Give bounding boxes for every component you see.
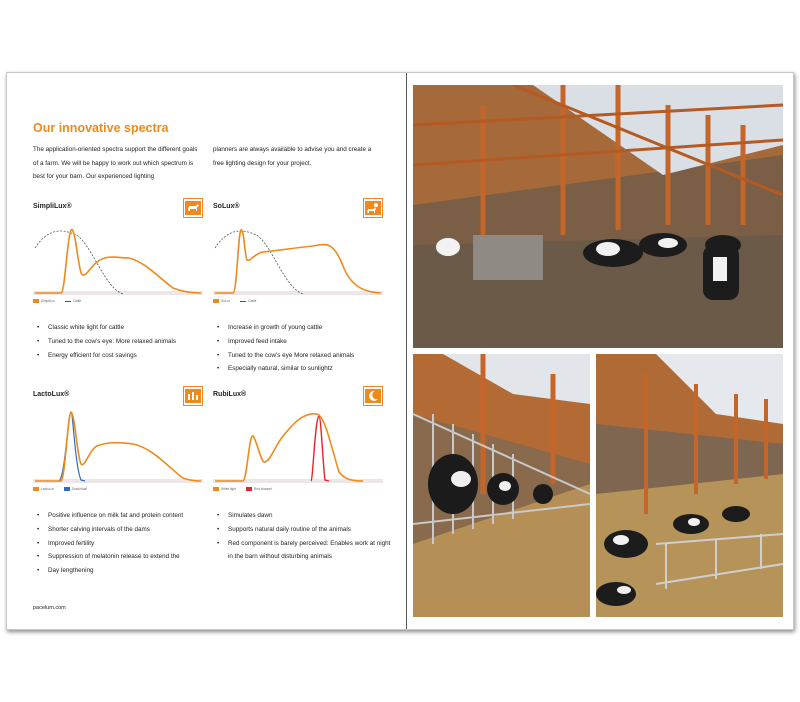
svg-text:680 bbox=[353, 485, 358, 486]
svg-text:680 bbox=[173, 297, 178, 298]
lactolux-block bbox=[33, 391, 203, 491]
list-item: • Improved fertility bbox=[37, 537, 215, 551]
svg-text:730 bbox=[193, 297, 198, 298]
rubilux-block bbox=[213, 391, 383, 491]
list-item: • Classic white light for cattle bbox=[37, 321, 215, 335]
svg-text:730 bbox=[193, 485, 198, 486]
legend-item: White light bbox=[213, 487, 236, 491]
svg-text:380 bbox=[215, 297, 220, 298]
milk-icon bbox=[183, 386, 203, 406]
svg-text:430 bbox=[238, 485, 243, 486]
list-item: • Simulates dawn bbox=[217, 509, 395, 523]
list-item: • Positive influence on milk fat and protein content bbox=[37, 509, 215, 523]
intro-text-col1: The application-oriented spectra support the different goals of a farm. We will be happy to work out which spectrum is best for your barn. Our experienced lighting bbox=[33, 146, 198, 181]
plot-legend bbox=[213, 487, 272, 491]
cow-icon bbox=[183, 198, 203, 218]
cow-sun-icon bbox=[363, 198, 383, 218]
legend-item: LactoLux bbox=[33, 487, 54, 491]
svg-text:530 bbox=[284, 485, 289, 486]
legend-item: SimpliLux bbox=[33, 299, 55, 303]
spectrum-plot bbox=[213, 406, 383, 486]
svg-text:730 bbox=[373, 485, 378, 486]
intro-text-col2: planners are always available to advise you and create a free lighting design for your project. bbox=[213, 146, 372, 167]
svg-text:630 bbox=[330, 485, 335, 486]
list-item: • Red component is barely perceived: Enables work at night in the barn without disturbing animals bbox=[217, 537, 395, 565]
list-item: • Day lengthening bbox=[37, 564, 215, 578]
svg-text:630 bbox=[150, 297, 155, 298]
svg-text:480 bbox=[261, 297, 266, 298]
spectrum-plot bbox=[33, 218, 203, 298]
svg-text:580 bbox=[307, 485, 312, 486]
list-item: • Increase in growth of young cattle bbox=[217, 321, 395, 335]
svg-text:580 bbox=[127, 297, 132, 298]
solux-bullets bbox=[217, 321, 395, 376]
plot-legend bbox=[33, 299, 81, 303]
brochure-spread bbox=[6, 72, 794, 630]
svg-text:480 bbox=[81, 297, 86, 298]
svg-text:580 bbox=[127, 485, 132, 486]
svg-text:630 bbox=[330, 297, 335, 298]
svg-text:530 bbox=[104, 485, 109, 486]
svg-text:680 bbox=[353, 297, 358, 298]
block-title: SoLux® bbox=[213, 203, 240, 210]
svg-text:630 bbox=[150, 485, 155, 486]
footer-url: pacelum.com bbox=[33, 605, 66, 611]
block-title: LactoLux® bbox=[33, 391, 70, 398]
svg-text:580 bbox=[307, 297, 312, 298]
plot-legend bbox=[33, 487, 87, 491]
page-fold bbox=[406, 73, 407, 629]
svg-text:380 bbox=[35, 485, 40, 486]
plot-legend bbox=[213, 299, 256, 303]
svg-text:430 bbox=[58, 297, 63, 298]
solux-block bbox=[213, 203, 383, 304]
svg-text:680 bbox=[173, 485, 178, 486]
simplilux-block bbox=[33, 203, 203, 304]
list-item: • Suppression of melatonin release to extend the bbox=[37, 550, 215, 564]
feeding-fence-photo bbox=[413, 354, 590, 617]
block-title: SimpliLux® bbox=[33, 203, 72, 210]
legend-item: Red channel bbox=[246, 487, 272, 491]
list-item: • Improved feed intake bbox=[217, 335, 395, 349]
page-heading: Our innovative spectra bbox=[33, 121, 169, 135]
svg-text:430 bbox=[238, 297, 243, 298]
barn-wide-photo bbox=[413, 85, 783, 348]
block-title: RubiLux® bbox=[213, 391, 247, 398]
svg-text:730 bbox=[373, 297, 378, 298]
legend-item: Cattle bbox=[65, 299, 81, 303]
spectrum-plot bbox=[33, 406, 203, 486]
rubilux-bullets bbox=[217, 509, 395, 564]
svg-text:530 bbox=[104, 297, 109, 298]
svg-text:380 bbox=[35, 297, 40, 298]
svg-text:480 bbox=[261, 485, 266, 486]
list-item: • Especially natural, similar to sunlightz bbox=[217, 362, 395, 376]
list-item: • Supports natural daily routine of the animals bbox=[217, 523, 395, 537]
simplilux-bullets bbox=[37, 321, 215, 362]
svg-text:380 bbox=[215, 485, 220, 486]
svg-text:430 bbox=[58, 485, 63, 486]
barn-stalls-photo bbox=[596, 354, 783, 617]
spectrum-plot bbox=[213, 218, 383, 298]
legend-item: Dusk/ritual bbox=[64, 487, 87, 491]
legend-item: SoLux bbox=[213, 299, 230, 303]
list-item: • Shorter calving intervals of the dams bbox=[37, 523, 215, 537]
svg-text:530 bbox=[284, 297, 289, 298]
lactolux-bullets bbox=[37, 509, 215, 578]
moon-icon bbox=[363, 386, 383, 406]
list-item: • Tuned to the cow's eye More relaxed animals bbox=[217, 349, 395, 363]
legend-item: Cattle bbox=[240, 299, 256, 303]
list-item: • Energy efficient for cost savings bbox=[37, 349, 215, 363]
left-page bbox=[7, 73, 406, 629]
list-item: • Tuned to the cow's eye: More relaxed animals bbox=[37, 335, 215, 349]
svg-text:480 bbox=[81, 485, 86, 486]
